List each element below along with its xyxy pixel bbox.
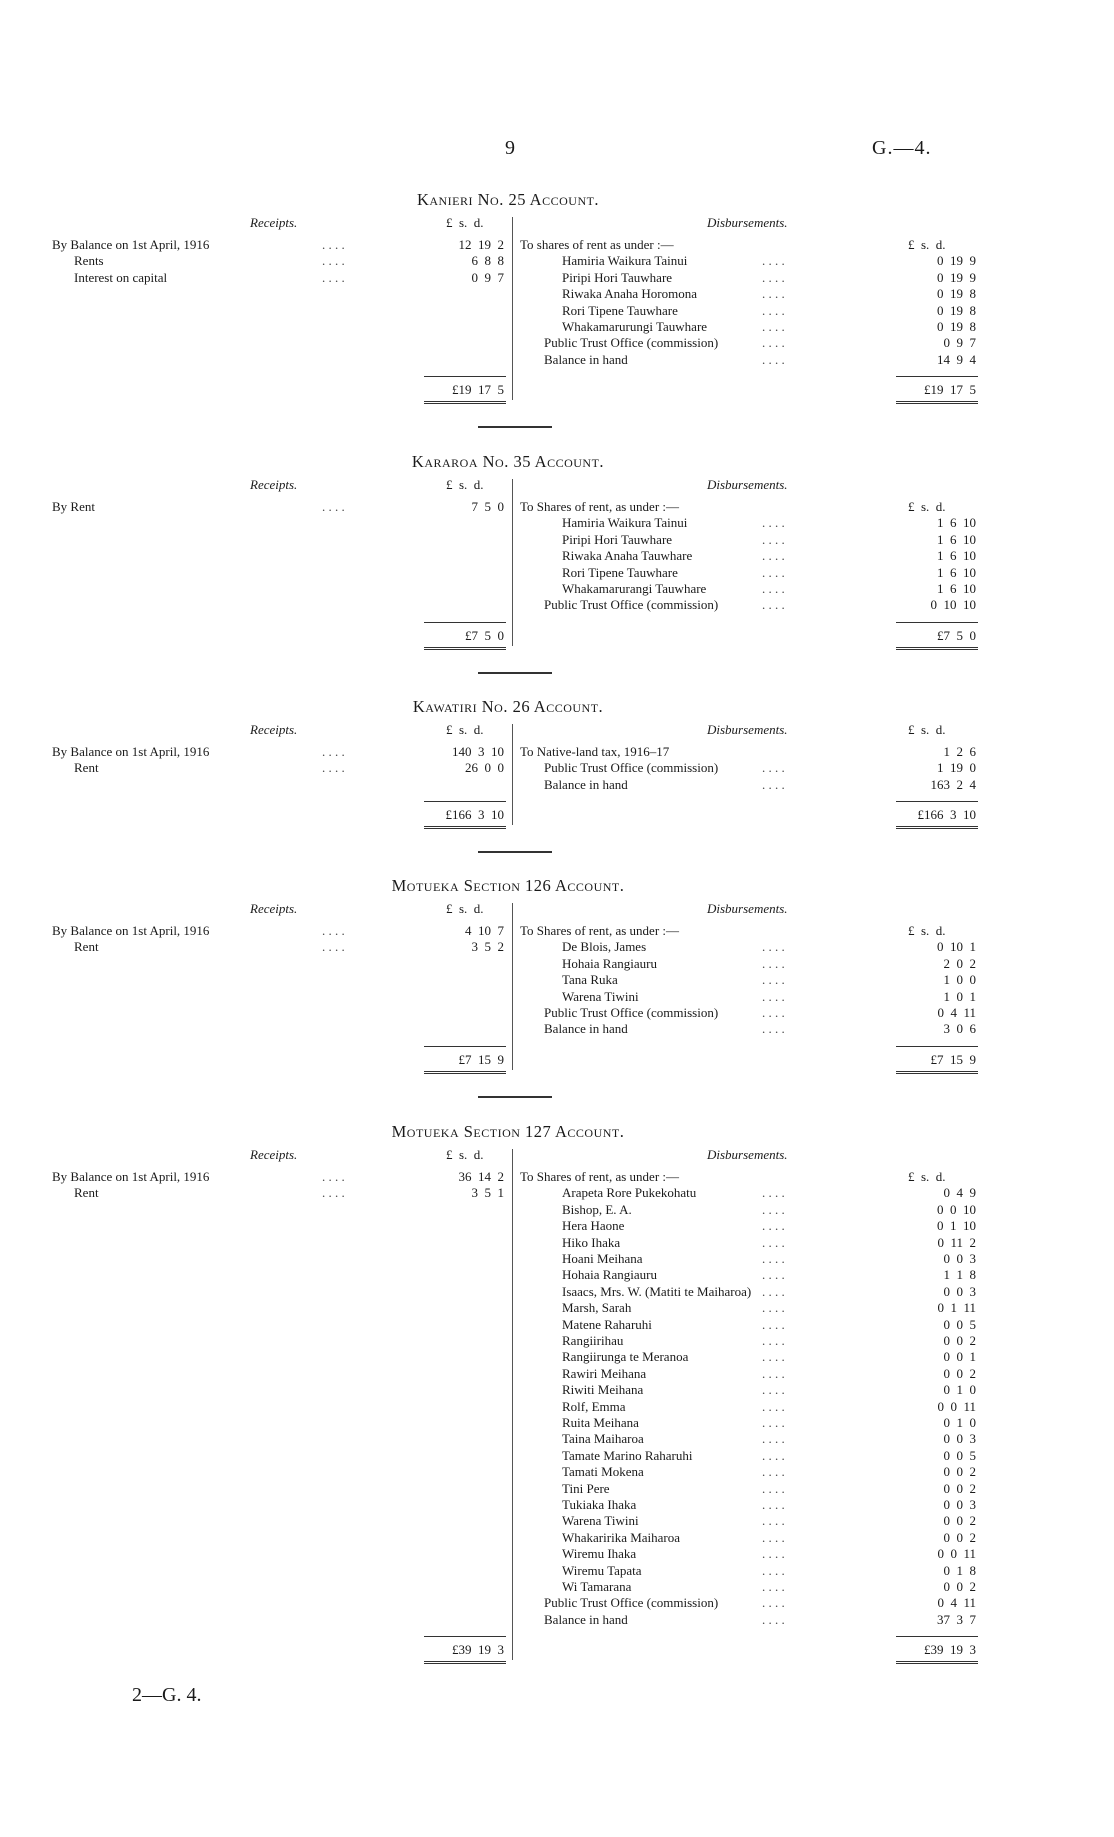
disbursement-label: Public Trust Office (commission) — [544, 1595, 719, 1611]
disbursement-intro: To Shares of rent, as under :— — [520, 499, 680, 514]
subtotal-rule — [424, 801, 506, 802]
leader-dots: . . . . — [762, 548, 785, 564]
account-title — [0, 452, 1016, 472]
receipts-heading: Receipts. — [250, 722, 298, 737]
disbursement-amount: 0 1 0 — [943, 1382, 976, 1398]
disbursement-label: Hamiria Waikura Tainui — [562, 253, 688, 269]
disbursements-heading: Disbursements. — [707, 1147, 788, 1162]
disbursement-label: Warena Tiwini — [562, 1513, 639, 1529]
column-divider — [512, 724, 513, 825]
receipts-money-heading: £ s. d. — [446, 477, 484, 492]
leader-dots: . . . . — [762, 1611, 785, 1627]
leader-dots: . . . . — [762, 1431, 785, 1447]
leader-dots: . . . . — [322, 760, 345, 776]
disbursement-label: Tamati Mokena — [562, 1464, 644, 1480]
leader-dots: . . . . — [762, 1201, 785, 1217]
disbursement-amount: 1 0 1 — [943, 988, 976, 1004]
disbursement-amount: 0 19 9 — [937, 269, 976, 285]
leader-dots: . . . . — [762, 319, 785, 334]
disbursement-amount: 0 19 9 — [937, 253, 976, 269]
disbursement-label: Whakamarurangi Tauwhare — [562, 581, 707, 596]
leader-dots: . . . . — [762, 1546, 785, 1562]
disbursement-label: Hohaia Rangiauru — [562, 1267, 657, 1283]
receipt-label: By Balance on 1st April, 1916 — [52, 1169, 210, 1184]
leader-dots: . . . . — [762, 1398, 785, 1414]
disbursement-amount: 0 1 0 — [943, 1415, 976, 1430]
disbursement-amount: 0 0 5 — [943, 1316, 976, 1332]
disbursement-amount: 0 0 10 — [937, 1201, 976, 1217]
receipt-label: Interest on capital — [74, 269, 168, 285]
disbursement-amount: 0 0 3 — [943, 1431, 976, 1447]
receipt-label: Rent — [74, 1185, 99, 1201]
leader-dots: . . . . — [762, 1267, 785, 1283]
leader-dots: . . . . — [762, 581, 785, 596]
receipt-amount: 140 3 10 — [452, 744, 504, 759]
column-divider — [512, 1149, 513, 1660]
disbursement-label: Isaacs, Mrs. W. (Matiti te Maiharoa) — [562, 1283, 752, 1299]
total-double-rule — [424, 826, 506, 829]
leader-dots: . . . . — [762, 1218, 785, 1234]
receipts-total: £166 3 10 — [445, 807, 504, 823]
leader-dots: . . . . — [762, 1283, 785, 1299]
disbursement-label: Wiremu Tapata — [562, 1562, 642, 1578]
disbursement-amount: 0 0 2 — [943, 1579, 976, 1594]
footer-reference: 2—G. 4. — [132, 1684, 202, 1706]
disbursement-label: Hiko Ihaka — [562, 1234, 621, 1250]
receipts-heading: Receipts. — [250, 477, 298, 492]
disbursement-label: Wi Tamarana — [562, 1579, 632, 1594]
account-title — [0, 1122, 1016, 1142]
disbursement-amount: 0 0 2 — [943, 1333, 976, 1348]
leader-dots: . . . . — [762, 939, 785, 955]
disbursement-label: Ruita Meihana — [562, 1415, 639, 1430]
disbursement-label: Tini Pere — [562, 1480, 610, 1496]
leader-dots: . . . . — [762, 1300, 785, 1316]
disbursements-total: £19 17 5 — [924, 382, 976, 398]
receipt-label: By Balance on 1st April, 1916 — [52, 923, 210, 938]
disbursements-money-heading: £ s. d. — [908, 237, 946, 252]
disbursement-amount: 0 0 2 — [943, 1464, 976, 1480]
leader-dots: . . . . — [322, 744, 345, 759]
leader-dots: . . . . — [762, 955, 785, 971]
subtotal-rule — [896, 801, 978, 802]
leader-dots: . . . . — [322, 253, 345, 269]
leader-dots: . . . . — [322, 237, 345, 252]
leader-dots: . . . . — [762, 351, 785, 367]
receipts-money-heading: £ s. d. — [446, 215, 484, 230]
leader-dots: . . . . — [762, 988, 785, 1004]
disbursement-amount: 1 6 10 — [937, 581, 976, 596]
account-title-text: Kanieri No. 25 Account. — [416, 190, 600, 209]
leader-dots: . . . . — [322, 499, 345, 514]
disbursement-amount: 0 4 11 — [937, 1595, 976, 1611]
disbursement-label: Tamate Marino Raharuhi — [562, 1447, 693, 1463]
disbursement-amount: 0 0 2 — [943, 1480, 976, 1496]
disbursement-label: Hamiria Waikura Tainui — [562, 515, 688, 531]
disbursement-amount: 0 0 11 — [937, 1546, 976, 1562]
disbursement-amount: 0 0 2 — [943, 1513, 976, 1529]
disbursement-amount: 0 0 2 — [943, 1529, 976, 1545]
receipt-label: Rent — [74, 760, 99, 776]
subtotal-rule — [896, 1046, 978, 1047]
disbursement-label: Marsh, Sarah — [562, 1300, 632, 1316]
disbursement-label: Tukiaka Ihaka — [562, 1497, 637, 1512]
leader-dots: . . . . — [322, 1169, 345, 1184]
disbursement-amount: 0 0 2 — [943, 1365, 976, 1381]
disbursements-total: £39 19 3 — [924, 1642, 976, 1658]
receipt-amount: 6 8 8 — [471, 253, 504, 269]
total-double-rule — [896, 1071, 978, 1074]
receipt-label: Rents — [74, 253, 104, 269]
account-title-text: Kawatiri No. 26 Account. — [412, 697, 604, 716]
receipt-label: Rent — [74, 939, 99, 955]
disbursement-label: Bishop, E. A. — [562, 1201, 632, 1217]
disbursement-amount: 1 1 8 — [943, 1267, 976, 1283]
leader-dots: . . . . — [762, 1365, 785, 1381]
account-title-text: Kararoa No. 35 Account. — [411, 452, 605, 471]
total-double-rule — [896, 1661, 978, 1664]
disbursement-label: Wiremu Ihaka — [562, 1546, 637, 1562]
leader-dots: . . . . — [322, 939, 345, 955]
disbursement-amount: 2 0 2 — [943, 955, 976, 971]
leader-dots: . . . . — [762, 1529, 785, 1545]
section-separator — [478, 426, 552, 428]
account-title — [0, 697, 1016, 717]
account-title-text: Motueka Section 126 Account. — [391, 876, 625, 895]
leader-dots: . . . . — [762, 760, 785, 776]
disbursement-label: De Blois, James — [562, 939, 647, 955]
leader-dots: . . . . — [762, 1316, 785, 1332]
disbursement-label: Riwiti Meihana — [562, 1382, 644, 1398]
leader-dots: . . . . — [762, 269, 785, 285]
receipt-amount: 3 5 1 — [471, 1185, 504, 1201]
leader-dots: . . . . — [322, 923, 345, 938]
receipts-heading: Receipts. — [250, 215, 298, 230]
disbursement-intro: To Native-land tax, 1916–17 — [520, 744, 670, 759]
subtotal-rule — [424, 376, 506, 377]
disbursement-label: Balance in hand — [544, 1611, 628, 1627]
disbursement-label: Tana Ruka — [562, 972, 618, 988]
disbursement-amount: 0 9 7 — [943, 335, 976, 351]
leader-dots: . . . . — [762, 1333, 785, 1348]
disbursement-intro: To Shares of rent, as under :— — [520, 923, 680, 938]
column-divider — [512, 479, 513, 646]
subtotal-rule — [896, 1636, 978, 1637]
subtotal-rule — [424, 1636, 506, 1637]
receipt-amount: 7 5 0 — [471, 499, 504, 514]
disbursement-label: Public Trust Office (commission) — [544, 1005, 719, 1020]
subtotal-rule — [896, 622, 978, 623]
disbursement-amount: 3 0 6 — [943, 1021, 976, 1037]
disbursement-amount: 0 19 8 — [937, 286, 976, 302]
leader-dots: . . . . — [762, 1562, 785, 1578]
disbursement-amount: 37 3 7 — [937, 1611, 976, 1627]
receipt-amount: 26 0 0 — [465, 760, 504, 776]
disbursement-amount: 0 0 3 — [943, 1283, 976, 1299]
disbursement-label: Rangiirunga te Meranoa — [562, 1349, 689, 1365]
disbursement-amount: 0 11 2 — [937, 1234, 976, 1250]
disbursement-label: Public Trust Office (commission) — [544, 760, 719, 776]
total-double-rule — [896, 826, 978, 829]
disbursements-heading: Disbursements. — [707, 901, 788, 916]
disbursement-amount: 0 4 11 — [937, 1005, 976, 1020]
section-separator — [478, 851, 552, 853]
receipts-total: £39 19 3 — [452, 1642, 504, 1658]
disbursements-money-heading: £ s. d. — [908, 1169, 946, 1184]
leader-dots: . . . . — [322, 1185, 345, 1201]
disbursement-label: Taina Maiharoa — [562, 1431, 644, 1447]
page-number: 9 — [505, 137, 515, 159]
disbursement-label: Matene Raharuhi — [562, 1316, 652, 1332]
leader-dots: . . . . — [762, 1005, 785, 1020]
disbursement-label: Piripi Hori Tauwhare — [562, 531, 673, 547]
disbursement-label: Riwaka Anaha Horomona — [562, 286, 698, 302]
disbursement-label: Arapeta Rore Pukekohatu — [562, 1185, 697, 1201]
disbursement-amount: 0 19 8 — [937, 319, 976, 334]
disbursement-intro: To shares of rent as under :— — [520, 237, 674, 252]
disbursement-label: Public Trust Office (commission) — [544, 335, 719, 351]
receipts-heading: Receipts. — [250, 901, 298, 916]
disbursement-amount: 0 10 1 — [937, 939, 976, 955]
leader-dots: . . . . — [762, 335, 785, 351]
disbursement-label: Rori Tipene Tauwhare — [562, 302, 678, 318]
disbursement-label: Warena Tiwini — [562, 988, 639, 1004]
receipts-money-heading: £ s. d. — [446, 1147, 484, 1162]
disbursement-intro: To Shares of rent, as under :— — [520, 1169, 680, 1184]
total-double-rule — [424, 401, 506, 404]
disbursement-amount: 0 19 8 — [937, 302, 976, 318]
leader-dots: . . . . — [762, 515, 785, 531]
leader-dots: . . . . — [322, 269, 345, 285]
leader-dots: . . . . — [762, 1447, 785, 1463]
disbursement-label: Public Trust Office (commission) — [544, 597, 719, 613]
receipts-total: £19 17 5 — [452, 382, 504, 398]
leader-dots: . . . . — [762, 564, 785, 580]
disbursement-label: Hera Haone — [562, 1218, 625, 1234]
leader-dots: . . . . — [762, 1513, 785, 1529]
disbursement-label: Whakamarurungi Tauwhare — [562, 319, 708, 334]
disbursements-money-heading: £ s. d. — [908, 499, 946, 514]
leader-dots: . . . . — [762, 1464, 785, 1480]
disbursement-amount: 1 0 0 — [943, 972, 976, 988]
leader-dots: . . . . — [762, 1595, 785, 1611]
receipt-amount: 3 5 2 — [471, 939, 504, 955]
leader-dots: . . . . — [762, 302, 785, 318]
receipt-amount: 36 14 2 — [458, 1169, 504, 1184]
account-title-text: Motueka Section 127 Account. — [391, 1122, 625, 1141]
disbursement-label: Riwaka Anaha Tauwhare — [562, 548, 693, 564]
leader-dots: . . . . — [762, 1251, 785, 1266]
disbursements-total: £166 3 10 — [917, 807, 976, 823]
disbursement-amount: 163 2 4 — [930, 776, 976, 792]
disbursement-amount: 0 0 3 — [943, 1497, 976, 1512]
disbursement-amount: 0 0 3 — [943, 1251, 976, 1266]
disbursement-amount: 14 9 4 — [937, 351, 976, 367]
disbursement-label: Hohaia Rangiauru — [562, 955, 657, 971]
disbursements-heading: Disbursements. — [707, 215, 788, 230]
disbursement-label: Rawiri Meihana — [562, 1365, 647, 1381]
receipt-amount: 4 10 7 — [465, 923, 504, 938]
total-double-rule — [896, 401, 978, 404]
leader-dots: . . . . — [762, 1234, 785, 1250]
disbursement-amount: 0 0 5 — [943, 1447, 976, 1463]
disbursements-heading: Disbursements. — [707, 477, 788, 492]
total-double-rule — [424, 1661, 506, 1664]
disbursement-label: Rori Tipene Tauwhare — [562, 564, 678, 580]
disbursements-total: £7 15 9 — [930, 1051, 976, 1067]
receipt-amount: 0 9 7 — [471, 269, 504, 285]
leader-dots: . . . . — [762, 253, 785, 269]
total-double-rule — [896, 647, 978, 650]
leader-dots: . . . . — [762, 1497, 785, 1512]
leader-dots: . . . . — [762, 972, 785, 988]
account-title — [0, 876, 1016, 896]
receipts-heading: Receipts. — [250, 1147, 298, 1162]
disbursement-amount: 0 1 11 — [937, 1300, 976, 1316]
disbursements-money-heading: £ s. d. — [908, 722, 946, 737]
leader-dots: . . . . — [762, 597, 785, 613]
leader-dots: . . . . — [762, 1382, 785, 1398]
disbursement-label: Balance in hand — [544, 776, 628, 792]
disbursement-amount: 0 10 10 — [930, 597, 976, 613]
leader-dots: . . . . — [762, 286, 785, 302]
receipt-amount: 12 19 2 — [458, 237, 504, 252]
leader-dots: . . . . — [762, 1480, 785, 1496]
total-double-rule — [424, 1071, 506, 1074]
disbursements-heading: Disbursements. — [707, 722, 788, 737]
disbursements-money-heading: £ s. d. — [908, 923, 946, 938]
disbursement-label: Whakaririka Maiharoa — [562, 1529, 681, 1545]
leader-dots: . . . . — [762, 1349, 785, 1365]
receipts-total: £7 15 9 — [458, 1051, 504, 1067]
disbursement-amount: 0 0 1 — [943, 1349, 976, 1365]
column-divider — [512, 217, 513, 400]
disbursement-amount: 0 4 9 — [943, 1185, 976, 1201]
disbursement-amount: 1 6 10 — [937, 515, 976, 531]
receipt-label: By Balance on 1st April, 1916 — [52, 744, 210, 759]
disbursement-amount: 1 6 10 — [937, 564, 976, 580]
disbursement-amount: 0 0 11 — [937, 1398, 976, 1414]
column-divider — [512, 903, 513, 1070]
disbursement-label: Balance in hand — [544, 351, 628, 367]
page-reference: G.—4. — [872, 137, 932, 159]
total-double-rule — [424, 647, 506, 650]
disbursement-intro-amount: 1 2 6 — [943, 744, 976, 759]
disbursement-amount: 0 1 8 — [943, 1562, 976, 1578]
receipts-total: £7 5 0 — [465, 627, 504, 643]
section-separator — [478, 672, 552, 674]
disbursements-total: £7 5 0 — [937, 627, 976, 643]
leader-dots: . . . . — [762, 776, 785, 792]
leader-dots: . . . . — [762, 531, 785, 547]
disbursement-amount: 0 1 10 — [937, 1218, 976, 1234]
subtotal-rule — [424, 1046, 506, 1047]
account-title — [0, 190, 1016, 210]
subtotal-rule — [424, 622, 506, 623]
leader-dots: . . . . — [762, 1185, 785, 1201]
leader-dots: . . . . — [762, 1415, 785, 1430]
disbursement-label: Balance in hand — [544, 1021, 628, 1037]
receipt-label: By Rent — [52, 499, 95, 514]
disbursement-label: Hoani Meihana — [562, 1251, 643, 1266]
receipt-label: By Balance on 1st April, 1916 — [52, 237, 210, 252]
receipts-money-heading: £ s. d. — [446, 901, 484, 916]
disbursement-label: Rangiirihau — [562, 1333, 624, 1348]
disbursement-amount: 1 6 10 — [937, 548, 976, 564]
disbursement-label: Rolf, Emma — [562, 1398, 626, 1414]
leader-dots: . . . . — [762, 1579, 785, 1594]
disbursement-amount: 1 6 10 — [937, 531, 976, 547]
disbursement-amount: 1 19 0 — [937, 760, 976, 776]
receipts-money-heading: £ s. d. — [446, 722, 484, 737]
section-separator — [478, 1096, 552, 1098]
leader-dots: . . . . — [762, 1021, 785, 1037]
disbursement-label: Piripi Hori Tauwhare — [562, 269, 673, 285]
subtotal-rule — [896, 376, 978, 377]
